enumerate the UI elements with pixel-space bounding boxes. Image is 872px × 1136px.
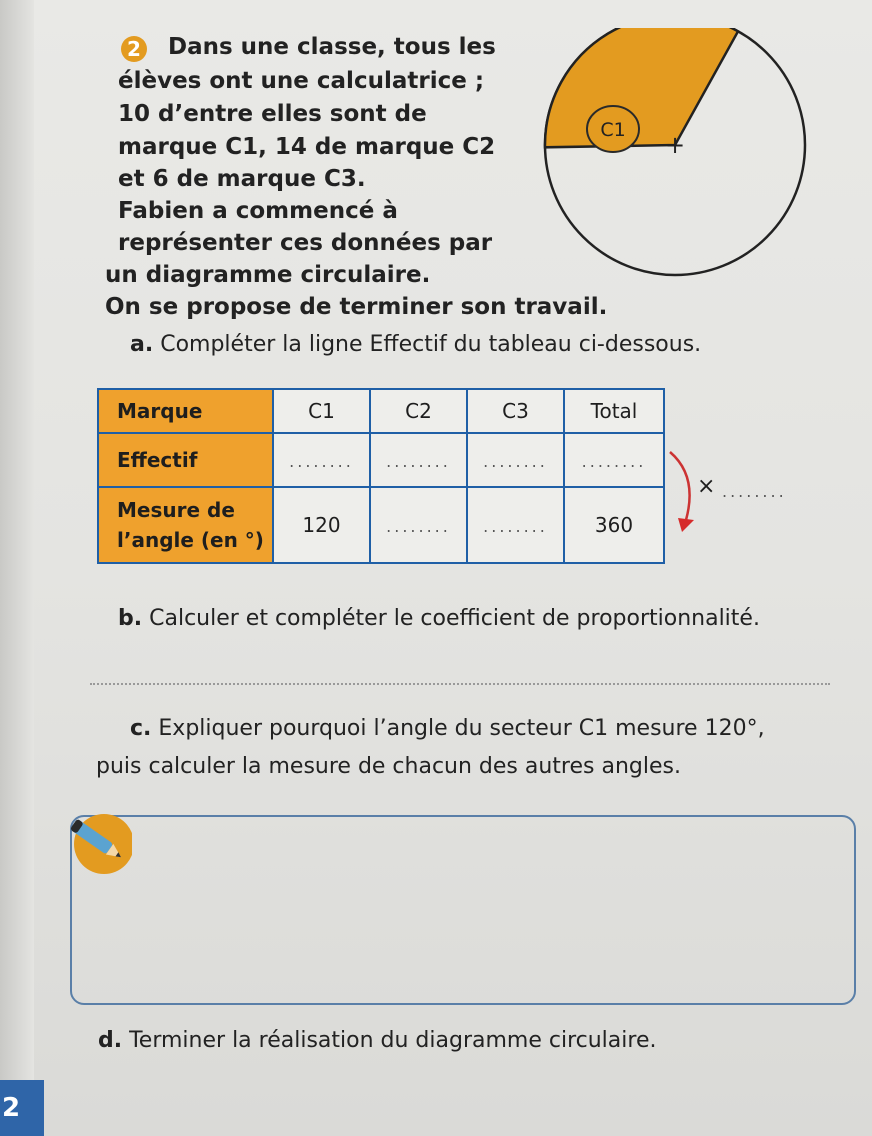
intro-line-9: On se propose de terminer son travail. (105, 294, 608, 320)
table-row-mesure (98, 487, 664, 563)
row-label-mesure-line-1: Mesure de (117, 498, 235, 522)
exercise-number-badge: 2 (121, 36, 147, 62)
table-header-total: Total (564, 389, 664, 433)
question-b-text: Calculer et compléter le coefficient de proportionnalité. (149, 606, 760, 631)
intro-line-7: représenter ces données par (118, 230, 493, 256)
row-label-effectif: Effectif (98, 433, 273, 487)
mesure-c1-value: 120 (273, 487, 370, 563)
row-label-mesure-line-2: l’angle (en °) (117, 528, 264, 552)
intro-line-6: Fabien a commencé à (118, 198, 398, 224)
effectif-total-blank[interactable]: ........ (564, 433, 664, 487)
pencil-icon (62, 806, 132, 876)
question-b (118, 606, 760, 631)
question-c (130, 716, 765, 741)
answer-dotted-line[interactable] (90, 683, 830, 685)
table-header-c3: C3 (467, 389, 564, 433)
multiply-sign: × (697, 474, 716, 499)
page-shadow (0, 0, 34, 1136)
effectif-c3-blank[interactable]: ........ (467, 433, 564, 487)
mesure-c2-blank[interactable]: ........ (370, 487, 467, 563)
data-table (97, 388, 665, 564)
table-header-c2: C2 (370, 389, 467, 433)
table-header-c1: C1 (273, 389, 370, 433)
intro-line-2: élèves ont une calculatrice ; (118, 68, 485, 94)
row-label-mesure (98, 487, 273, 563)
question-c-text-line-1: Expliquer pourquoi l’angle du secteur C1 mesure 120°, (158, 716, 765, 741)
intro-line-1: Dans une classe, tous les (168, 34, 496, 60)
mesure-total-value: 360 (564, 487, 664, 563)
sector-label-c1: C1 (600, 119, 626, 141)
table-row-effectif (98, 433, 664, 487)
mesure-c3-blank[interactable]: ........ (467, 487, 564, 563)
answer-box[interactable] (70, 815, 856, 1005)
intro-line-8: un diagramme circulaire. (105, 262, 431, 288)
question-a-letter: a. (130, 332, 154, 357)
effectif-c2-blank[interactable]: ........ (370, 433, 467, 487)
pie-sector-c1 (545, 28, 738, 147)
pie-chart (540, 28, 830, 288)
question-a-text: Compléter la ligne Effectif du tableau ci-dessous. (160, 332, 702, 357)
intro-line-4: marque C1, 14 de marque C2 (118, 134, 496, 160)
question-d-text: Terminer la réalisation du diagramme circulaire. (129, 1028, 657, 1053)
question-c-letter: c. (130, 716, 152, 741)
question-b-letter: b. (118, 606, 143, 631)
intro-line-5: et 6 de marque C3. (118, 166, 366, 192)
question-d-letter: d. (98, 1028, 123, 1053)
question-a (130, 332, 701, 357)
page-number-tab: 2 (0, 1080, 44, 1136)
table-header-marque: Marque (98, 389, 273, 433)
effectif-c1-blank[interactable]: ........ (273, 433, 370, 487)
pie-center-mark: + (664, 131, 686, 159)
question-c-text-line-2: puis calculer la mesure de chacun des autres angles. (96, 754, 681, 779)
table-row-marque (98, 389, 664, 433)
coefficient-blank[interactable]: ........ (722, 482, 787, 501)
question-d (98, 1028, 656, 1053)
intro-line-3: 10 d’entre elles sont de (118, 101, 427, 127)
